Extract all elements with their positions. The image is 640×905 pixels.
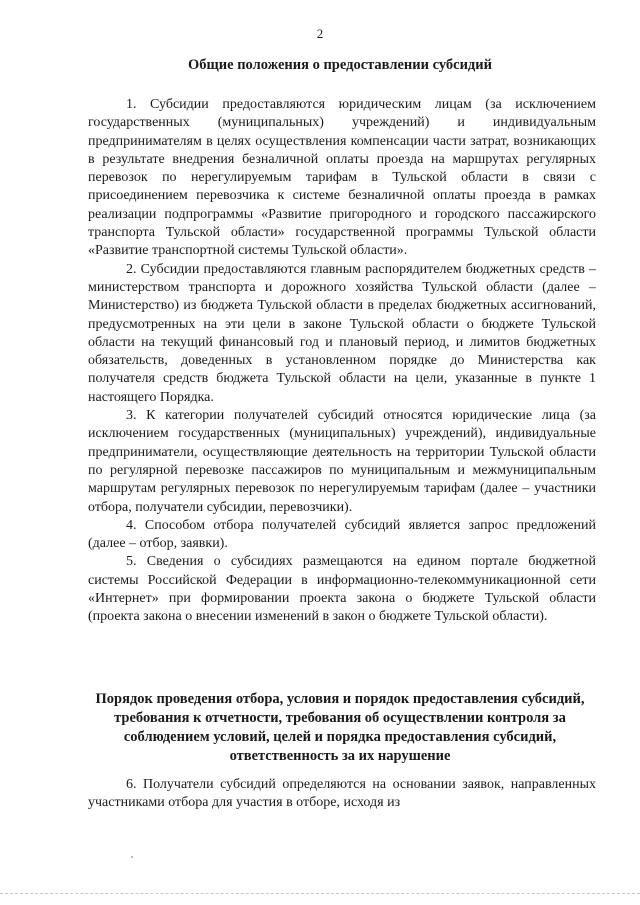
paragraph-5: 5. Сведения о субсидиях размещаются на едином портале бюджетной системы Российской Федерации в информационно-телекоммуникационной сети «Интернет» при формировании проекта закона о бюджете Тульской области (проекта закона о внесении изменений в закон о бюджете Тульской области). — [88, 554, 596, 625]
section-body-general — [88, 96, 596, 627]
paragraph-2: 2. Субсидии предоставляются главным распорядителем бюджетных средств – министерством транспорта и дорожного хозяйства Тульской области (далее – Министерство) из бюджета Тульской области в пределах бюджетных ассигнований, предусмотренных на эти цели в законе Тульской области о бюджете Тульской области на текущий финансовый год и плановый период, и лимитов бюджетных обязательств, доведенных в установленном порядке до Министерства как получателя средств бюджета Тульской области на цели, указанные в пункте 1 настоящего Порядка. — [88, 261, 596, 405]
section-body-procedure — [88, 776, 596, 813]
scan-artifact-line — [0, 893, 640, 894]
scan-artifact-dot — [131, 856, 133, 858]
page-number: 2 — [316, 26, 324, 41]
paragraph-6: 6. Получатели субсидий определяются на основании заявок, направленных участниками отбора для участия в отборе, исходя из — [88, 777, 596, 811]
paragraph-3: 3. К категории получателей субсидий относятся юридические лица (за исключением государственных (муниципальных) учреждений), индивидуальные предприниматели, осуществляющие деятельность на территории Тульской области по регулярной перевозке пассажиров по муниципальным и межмуниципальным маршрутам регулярных перевозок по нерегулируемым тарифам (далее – участники отбора, получатели субсидии, перевозчики). — [88, 408, 596, 515]
section-heading-general: Общие положения о предоставлении субсидий — [188, 57, 492, 73]
section-heading-procedure: Порядок проведения отбора, условия и порядок предоставления субсидий, требования к отчетности, требования об осуществлении контроля за соблюдением условий, целей и порядка предоставления субсидий, ответственность за их нарушение — [95, 691, 585, 764]
paragraph-4: 4. Способом отбора получателей субсидий является запрос предложений (далее – отбор, заявки). — [88, 517, 596, 552]
paragraph-1: 1. Субсидии предоставляются юридическим лицам (за исключением государственных (муниципальных) учреждений) и индивидуальным предпринимателям в целях осуществления компенсации части затрат, возникающих в результате внедрения безналичной оплаты проезда на маршрутах регулярных перевозок по нерегулируемым тарифам в Тульской области в связи с присоединением перевозчика к системе безналичной оплаты проезда в рамках реализации подпрограммы «Развитие пригородного и городского пассажирского транспорта Тульской области» государственной программы Тульской области «Развитие транспортной системы Тульской области». — [88, 97, 596, 259]
